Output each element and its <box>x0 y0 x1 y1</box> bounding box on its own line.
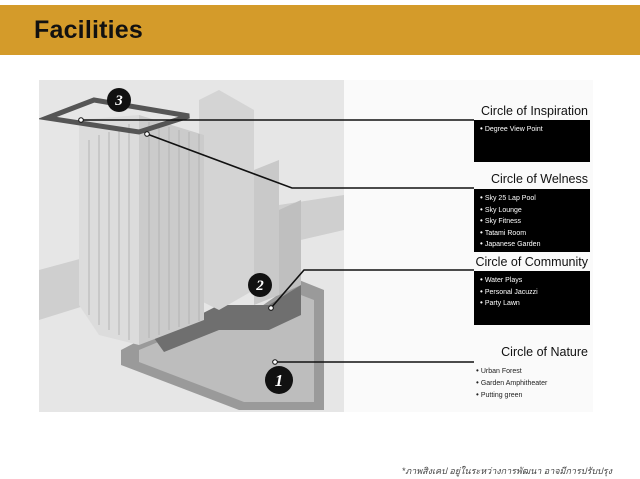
badge-2 <box>248 273 272 297</box>
list-item: • Putting green <box>476 389 547 401</box>
list-item: • Sky Lounge <box>480 204 590 216</box>
circle-welness-title: Circle of Welness <box>490 172 588 186</box>
circle-nature-list <box>476 365 547 401</box>
circle-community-title: Circle of Community <box>475 255 588 269</box>
circle-inspiration-title: Circle of Inspiration <box>481 104 588 118</box>
badge-1 <box>265 366 293 394</box>
badge-1-label: 1 <box>274 371 284 390</box>
badge-3-label: 3 <box>115 93 123 109</box>
list-item: • Party Lawn <box>480 297 590 309</box>
list-item: • Water Plays <box>480 274 590 286</box>
circle-community-box <box>474 271 590 325</box>
list-item: • Japanese Garden <box>480 238 590 250</box>
circle-inspiration-box <box>474 120 590 162</box>
list-item: • Tatami Room <box>480 227 590 239</box>
list-item: • Degree View Point <box>480 123 590 135</box>
badge-3 <box>107 88 131 112</box>
list-item: • Personal Jacuzzi <box>480 286 590 298</box>
list-item: • Sky Fitness <box>480 215 590 227</box>
circle-nature-title: Circle of Nature <box>501 345 588 359</box>
badge-2-label: 2 <box>256 278 264 294</box>
side-tower <box>199 90 254 310</box>
list-item: • Sky 25 Lap Pool <box>480 192 590 204</box>
step-block-2 <box>279 200 301 295</box>
page-title: Facilities <box>34 16 143 44</box>
list-item: • Urban Forest <box>476 365 547 377</box>
list-item: • Garden Amphitheater <box>476 377 547 389</box>
header-banner <box>0 5 640 55</box>
circle-welness-box <box>474 189 590 252</box>
footnote: *ภาพสิงเคป อยู่ในระหว่างการพัฒนา อาจมีการปรับปรุง <box>401 466 612 476</box>
